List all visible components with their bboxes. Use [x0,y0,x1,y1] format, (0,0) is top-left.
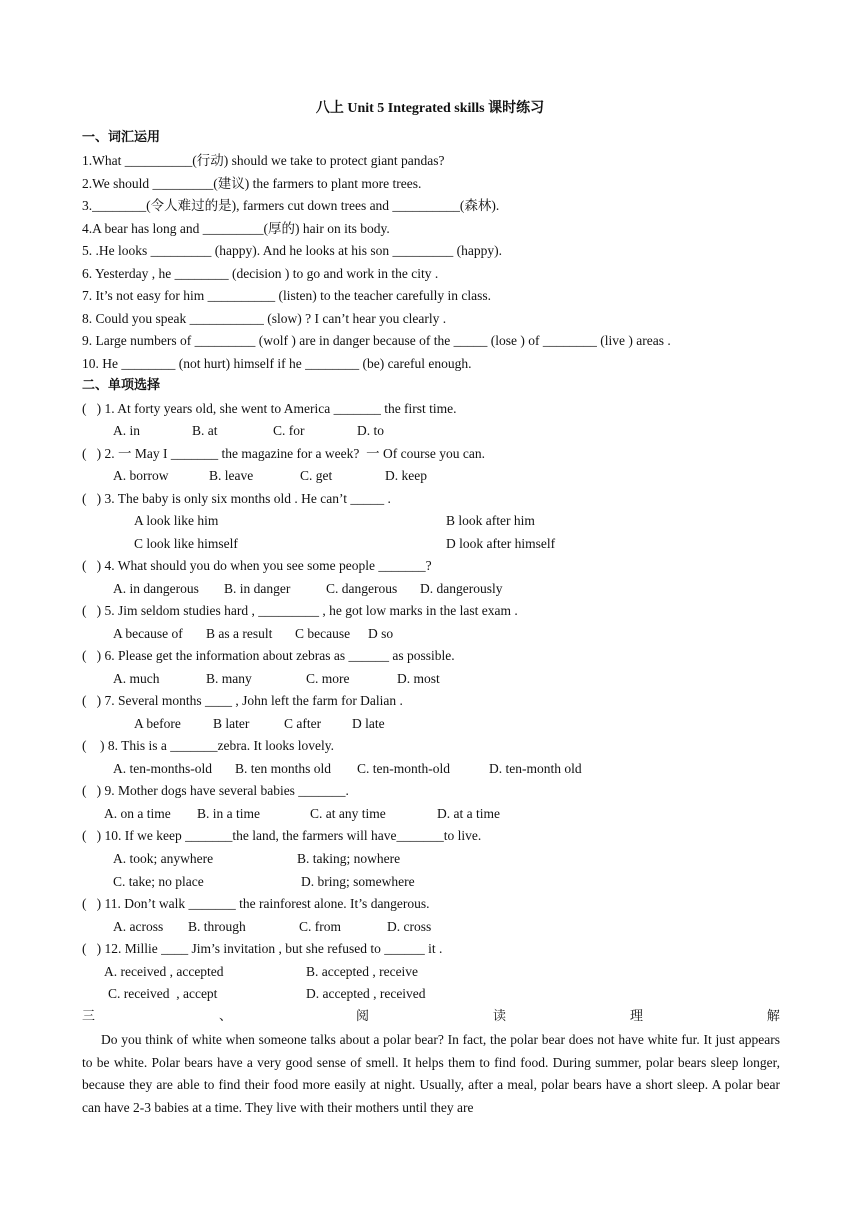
q11-option-d: D. cross [387,919,432,934]
q7-option-a: A before [134,716,181,731]
q5-option-d: D so [368,626,394,641]
q12-option-d: D. accepted , received [306,986,426,1001]
q1-option-a: A. in [113,423,140,438]
q9-option-b: B. in a time [197,806,260,821]
vocab-item-5: 5. .He looks _________ (happy). And he looks at his son _________ (happy). [82,243,502,258]
q8-option-c: C. ten-month-old [357,761,450,776]
q6-option-b: B. many [206,671,252,686]
q10-option-c: C. take; no place [113,874,204,889]
q7-option-b: B later [213,716,250,731]
question-1-stem: ( ) 1. At forty years old, she went to America _______ the first time. [82,401,457,416]
q1-option-c: C. for [273,423,305,438]
section3-heading-char: 读 [492,1009,506,1024]
q9-option-a: A. on a time [104,806,171,821]
question-4-stem: ( ) 4. What should you do when you see some people _______? [82,558,432,573]
question-11-stem: ( ) 11. Don’t walk _______ the rainforest alone. It’s dangerous. [82,896,430,911]
q6-option-c: C. more [306,671,350,686]
section3-heading-char: 、 [218,1009,232,1024]
q3-option-b: B look after him [446,513,535,528]
q7-option-d: D late [352,716,385,731]
vocab-item-1: 1.What __________(行动) should we take to protect giant pandas? [82,153,445,168]
q1-option-b: B. at [192,423,218,438]
section2-heading: 二、单项选择 [82,378,161,393]
q10-option-a: A. took; anywhere [113,851,214,866]
q11-option-c: C. from [299,919,341,934]
section3-heading-char: 解 [766,1009,780,1024]
q9-option-d: D. at a time [437,806,500,821]
q10-option-b: B. taking; nowhere [297,851,401,866]
q11-option-b: B. through [188,919,246,934]
section1-heading: 一、词汇运用 [82,130,161,145]
worksheet-title: 八上 Unit 5 Integrated skills 课时练习 [315,101,545,116]
q2-option-b: B. leave [209,468,254,483]
q8-option-d: D. ten-month old [489,761,582,776]
q9-option-c: C. at any time [310,806,386,821]
vocab-item-3: 3.________(令人难过的是), farmers cut down trees and __________(森林). [82,198,500,213]
q3-option-d: D look after himself [446,536,556,551]
question-5-stem: ( ) 5. Jim seldom studies hard , _________ , he got low marks in the last exam . [82,603,518,618]
vocab-item-10: 10. He ________ (not hurt) himself if he ________ (be) careful enough. [82,356,472,371]
q2-option-d: D. keep [385,468,427,483]
section3-heading [82,1008,780,1026]
q3-option-c: C look like himself [134,536,238,551]
q2-option-c: C. get [300,468,333,483]
q5-option-b: B as a result [206,626,273,641]
q6-option-d: D. most [397,671,440,686]
section3-heading-char: 阅 [355,1009,369,1024]
reading-passage: Do you think of white when someone talks about a polar bear? In fact, the polar bear does not have white fur. It just appears to be white. Polar bears have a very good sense of smell. It helps them to find food. During summer, polar bears sleep longer, because they are able to find their food more easily at night. Usually, after a meal, polar bears have a short sleep. A polar bear can have 2-3 babies at a time. They live with their mothers until they are [82,1032,780,1115]
vocab-item-6: 6. Yesterday , he ________ (decision ) to go and work in the city . [82,266,439,281]
vocab-item-8: 8. Could you speak ___________ (slow) ? I can’t hear you clearly . [82,311,447,326]
question-2-stem: ( ) 2. 一 May I _______ the magazine for a week? 一 Of course you can. [82,446,485,461]
question-9-stem: ( ) 9. Mother dogs have several babies _______. [82,783,349,798]
q8-option-a: A. ten-months-old [113,761,212,776]
question-6-stem: ( ) 6. Please get the information about zebras as ______ as possible. [82,648,455,663]
q2-option-a: A. borrow [113,468,169,483]
q8-option-b: B. ten months old [235,761,332,776]
q4-option-b: B. in danger [224,581,291,596]
q4-option-c: C. dangerous [326,581,398,596]
vocab-item-7: 7. It’s not easy for him __________ (listen) to the teacher carefully in class. [82,288,492,303]
q4-option-d: D. dangerously [420,581,503,596]
vocab-item-4: 4.A bear has long and _________(厚的) hair on its body. [82,221,390,236]
q12-option-c: C. received , accept [108,986,218,1001]
question-3-stem: ( ) 3. The baby is only six months old . He can’t _____ . [82,491,391,506]
q12-option-a: A. received , accepted [104,964,224,979]
q5-option-c: C because [295,626,351,641]
section3-heading-char: 三 [82,1009,96,1024]
question-12-stem: ( ) 12. Millie ____ Jim’s invitation , but she refused to ______ it . [82,941,443,956]
q4-option-a: A. in dangerous [113,581,199,596]
q5-option-a: A because of [113,626,183,641]
question-8-stem: ( ) 8. This is a _______zebra. It looks lovely. [82,738,334,753]
q10-option-d: D. bring; somewhere [301,874,415,889]
q3-option-a: A look like him [134,513,219,528]
section3-heading-char: 理 [629,1009,643,1024]
question-10-stem: ( ) 10. If we keep _______the land, the farmers will have_______to live. [82,828,482,843]
q1-option-d: D. to [357,423,384,438]
q11-option-a: A. across [113,919,164,934]
question-7-stem: ( ) 7. Several months ____ , John left the farm for Dalian . [82,693,403,708]
vocab-item-9: 9. Large numbers of _________ (wolf ) are in danger because of the _____ (lose ) of ________ (live ) areas . [82,333,671,348]
q7-option-c: C after [284,716,322,731]
q12-option-b: B. accepted , receive [306,964,419,979]
q6-option-a: A. much [113,671,160,686]
vocab-item-2: 2.We should _________(建议) the farmers to plant more trees. [82,176,422,191]
